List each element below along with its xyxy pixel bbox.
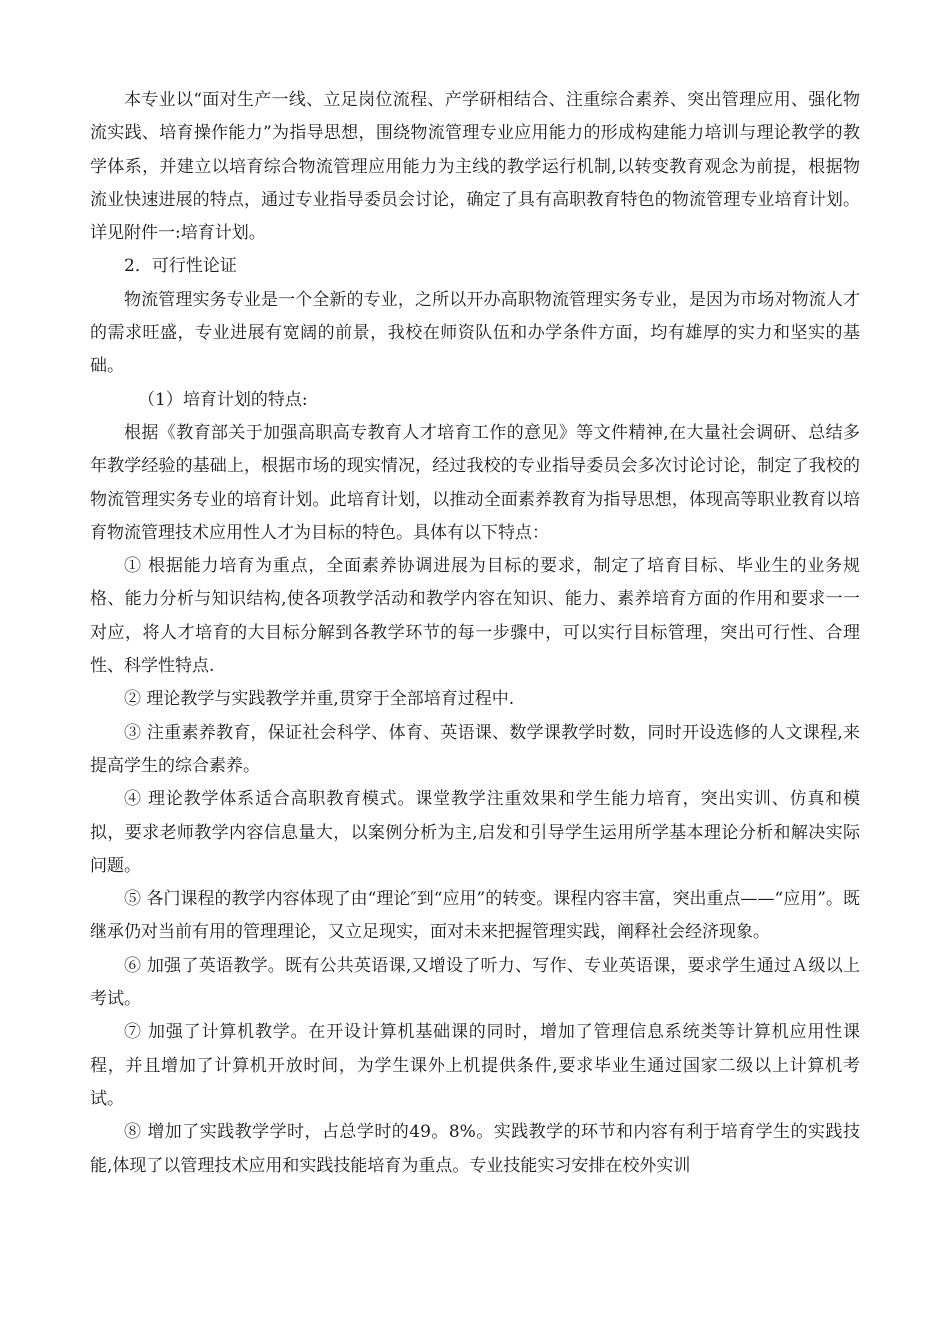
list-item-1: ① 根据能力培育为重点，全面素养协调进展为目标的要求，制定了培育目标、毕业生的业务规格、能力分析与知识结构,使各项教学活动和教学内容在知识、能力、素养培育方面的作用和要求一一对应，将人才培育的大目标分解到各教学环节的每一步骤中，可以实行目标管理，突出可行性、合理性、科学性特点. — [90, 556, 860, 677]
paragraph-feasibility: 物流管理实务专业是一个全新的专业，之所以开办高职物流管理实务专业，是因为市场对物流人才的需求旺盛，专业进展有宽阔的前景，我校在师资队伍和办学条件方面，均有雄厚的实力和坚实的基础。 — [90, 289, 860, 377]
subsection-heading-plan-features: （1）培育计划的特点: — [138, 389, 308, 410]
paragraph-basis: 根据《教育部关于加强高职高专教育人才培育工作的意见》等文件精神,在大量社会调研、总结多年教学经验的基础上，根据市场的现实情况，经过我校的专业指导委员会多次讨论讨论，制定了我校的物流管理实务专业的培育计划。此培育计划，以推动全面素养教育为指导思想，体现高等职业教育以培育物流管理技术应用性人才为目标的特色。具体有以下特点： — [90, 422, 860, 543]
list-item-8: ⑧ 增加了实践教学学时，占总学时的49。8%。实践教学的环节和内容有利于培育学生的实践技能,体现了以管理技术应用和实践技能培育为重点。专业技能实习安排在校外实训 — [90, 1122, 860, 1176]
list-item-2: ② 理论教学与实践教学并重,贯穿于全部培育过程中. — [124, 689, 515, 710]
section-heading-feasibility: 2．可行性论证 — [124, 256, 237, 277]
list-item-3: ③ 注重素养教育，保证社会科学、体育、英语课、数学课教学时数，同时开设选修的人文课程,来提高学生的综合素养。 — [90, 722, 860, 776]
paragraph-intro: 本专业以“面对生产一线、立足岗位流程、产学研相结合、注重综合素养、突出管理应用、强化物流实践、培育操作能力”为指导思想，围绕物流管理专业应用能力的形成构建能力培训与理论教学的教学体系，并建立以培育综合物流管理应用能力为主线的教学运行机制,以转变教育观念为前提，根据物流业快速进展的特点，通过专业指导委员会讨论，确定了具有高职教育特色的物流管理专业培育计划。详见附件一:培育计划。 — [90, 90, 860, 244]
list-item-6: ⑥ 加强了英语教学。既有公共英语课,又增设了听力、写作、专业英语课，要求学生通过Ａ级以上考试。 — [90, 955, 860, 1010]
list-item-5: ⑤ 各门课程的教学内容体现了由“理论″到“应用”的转变。课程内容丰富，突出重点——“应用”。既继承仍对当前有用的管理理论，又立足现实，面对未来把握管理实践，阐释社会经济现象。 — [90, 889, 860, 943]
list-item-4: ④ 理论教学体系适合高职教育模式。课堂教学注重效果和学生能力培育，突出实训、仿真和模拟，要求老师教学内容信息量大，以案例分析为主,启发和引导学生运用所学基本理论分析和解决实际问题。 — [90, 789, 860, 876]
list-item-7: ⑦ 加强了计算机教学。在开设计算机基础课的同时，增加了管理信息系统类等计算机应用性课程，并且增加了计算机开放时间，为学生课外上机提供条件,要求毕业生通过国家二级以上计算机考试。 — [90, 1022, 860, 1109]
document-page — [90, 84, 860, 1183]
